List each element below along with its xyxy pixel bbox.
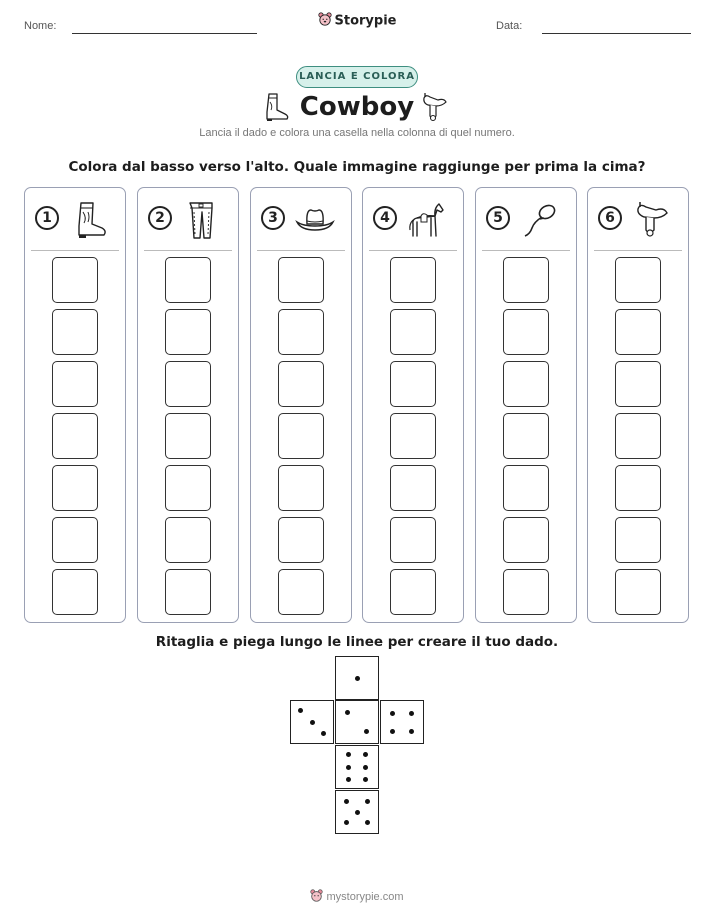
die-pip: [346, 752, 351, 757]
column-number: 6: [598, 206, 622, 230]
storypie-bear-icon: [318, 12, 332, 30]
column-divider: [144, 250, 232, 251]
footer-url: mystorypie.com: [326, 890, 404, 903]
die-pip: [409, 729, 414, 734]
date-line[interactable]: [542, 33, 691, 34]
coloring-cell[interactable]: [52, 569, 98, 615]
coloring-cell[interactable]: [390, 569, 436, 615]
column-number: 4: [373, 206, 397, 230]
die-face: [335, 700, 379, 744]
coloring-cell[interactable]: [503, 413, 549, 459]
column-3: [250, 187, 352, 623]
coloring-cell[interactable]: [615, 361, 661, 407]
coloring-cell[interactable]: [615, 465, 661, 511]
die-pip: [365, 799, 370, 804]
name-label: Nome:: [24, 20, 57, 32]
coloring-cell[interactable]: [615, 517, 661, 563]
coloring-cell[interactable]: [165, 361, 211, 407]
coloring-cell[interactable]: [390, 309, 436, 355]
coloring-cell[interactable]: [52, 517, 98, 563]
column-divider: [31, 250, 119, 251]
coloring-cell[interactable]: [503, 309, 549, 355]
coloring-cell[interactable]: [52, 361, 98, 407]
die-pip: [344, 799, 349, 804]
coloring-cell[interactable]: [503, 517, 549, 563]
coloring-cell[interactable]: [52, 465, 98, 511]
coloring-cell[interactable]: [503, 361, 549, 407]
coloring-cell[interactable]: [278, 465, 324, 511]
coloring-cell[interactable]: [615, 309, 661, 355]
coloring-instruction: Colora dal basso verso l'alto. Quale immagine raggiunge per prima la cima?: [68, 159, 646, 175]
coloring-cell[interactable]: [615, 413, 661, 459]
chaps-pants-icon: [182, 200, 222, 240]
die-pip: [321, 731, 326, 736]
column-number: 2: [148, 206, 172, 230]
die-pip: [364, 729, 369, 734]
coloring-cell[interactable]: [165, 517, 211, 563]
coloring-cell[interactable]: [52, 309, 98, 355]
coloring-cell[interactable]: [165, 309, 211, 355]
name-line[interactable]: [72, 33, 257, 34]
column-2: [137, 187, 239, 623]
coloring-cell[interactable]: [278, 413, 324, 459]
die-pip: [345, 710, 350, 715]
date-label: Data:: [496, 20, 523, 32]
horse-icon: [407, 200, 447, 240]
die-pip: [346, 777, 351, 782]
coloring-cell[interactable]: [165, 257, 211, 303]
die-pip: [310, 720, 315, 725]
coloring-cell[interactable]: [278, 257, 324, 303]
die-face: [335, 745, 379, 789]
saddle-icon: [632, 200, 672, 240]
column-header: [363, 188, 463, 250]
column-header: [25, 188, 125, 250]
storypie-bear-icon: [310, 889, 323, 905]
column-header: [476, 188, 576, 250]
die-pip: [355, 810, 360, 815]
activity-badge: LANCIA E COLORA: [296, 66, 418, 88]
column-6: [587, 187, 689, 623]
die-pip: [365, 820, 370, 825]
column-divider: [369, 250, 457, 251]
die-pip: [363, 752, 368, 757]
coloring-cell[interactable]: [390, 361, 436, 407]
column-header: [138, 188, 238, 250]
lasso-icon: [520, 200, 560, 240]
die-face: [290, 700, 334, 744]
coloring-cell[interactable]: [503, 465, 549, 511]
die-pip: [409, 711, 414, 716]
die-face: [335, 656, 379, 700]
column-5: [475, 187, 577, 623]
coloring-cell[interactable]: [390, 465, 436, 511]
die-pip: [363, 765, 368, 770]
column-header: [588, 188, 688, 250]
coloring-cell[interactable]: [165, 465, 211, 511]
coloring-cell[interactable]: [390, 413, 436, 459]
cowboy-hat-icon: [295, 200, 335, 240]
coloring-cell[interactable]: [52, 413, 98, 459]
brand-logo: [0, 12, 714, 30]
coloring-cell[interactable]: [615, 257, 661, 303]
coloring-cell[interactable]: [165, 413, 211, 459]
coloring-cell[interactable]: [390, 517, 436, 563]
die-pip: [390, 729, 395, 734]
coloring-cell[interactable]: [165, 569, 211, 615]
coloring-cell[interactable]: [278, 361, 324, 407]
saddle-icon: [418, 92, 450, 122]
die-pip: [390, 711, 395, 716]
die-pip: [355, 676, 360, 681]
column-header: [251, 188, 351, 250]
die-pip: [298, 708, 303, 713]
die-net: [290, 656, 424, 834]
coloring-cell[interactable]: [278, 569, 324, 615]
cowboy-boot-icon: [69, 200, 109, 240]
column-divider: [482, 250, 570, 251]
column-divider: [594, 250, 682, 251]
die-face: [380, 700, 424, 744]
die-face: [335, 790, 379, 834]
die-pip: [344, 820, 349, 825]
coloring-cell[interactable]: [503, 569, 549, 615]
column-divider: [257, 250, 345, 251]
brand-name: Storypie: [334, 13, 397, 29]
column-number: 5: [486, 206, 510, 230]
coloring-cell[interactable]: [52, 257, 98, 303]
coloring-cell[interactable]: [278, 517, 324, 563]
coloring-cell[interactable]: [390, 257, 436, 303]
page-title: Cowboy: [299, 92, 415, 122]
die-pip: [346, 765, 351, 770]
coloring-cell[interactable]: [503, 257, 549, 303]
column-4: [362, 187, 464, 623]
column-number: 3: [261, 206, 285, 230]
cut-instruction: Ritaglia e piega lungo le linee per creare il tuo dado.: [155, 634, 559, 650]
column-number: 1: [35, 206, 59, 230]
coloring-cell[interactable]: [278, 309, 324, 355]
footer-brand[interactable]: [0, 889, 714, 905]
coloring-cell[interactable]: [615, 569, 661, 615]
column-1: [24, 187, 126, 623]
page-subtitle: Lancia il dado e colora una casella nella colonna di quel numero.: [199, 127, 515, 139]
die-pip: [363, 777, 368, 782]
